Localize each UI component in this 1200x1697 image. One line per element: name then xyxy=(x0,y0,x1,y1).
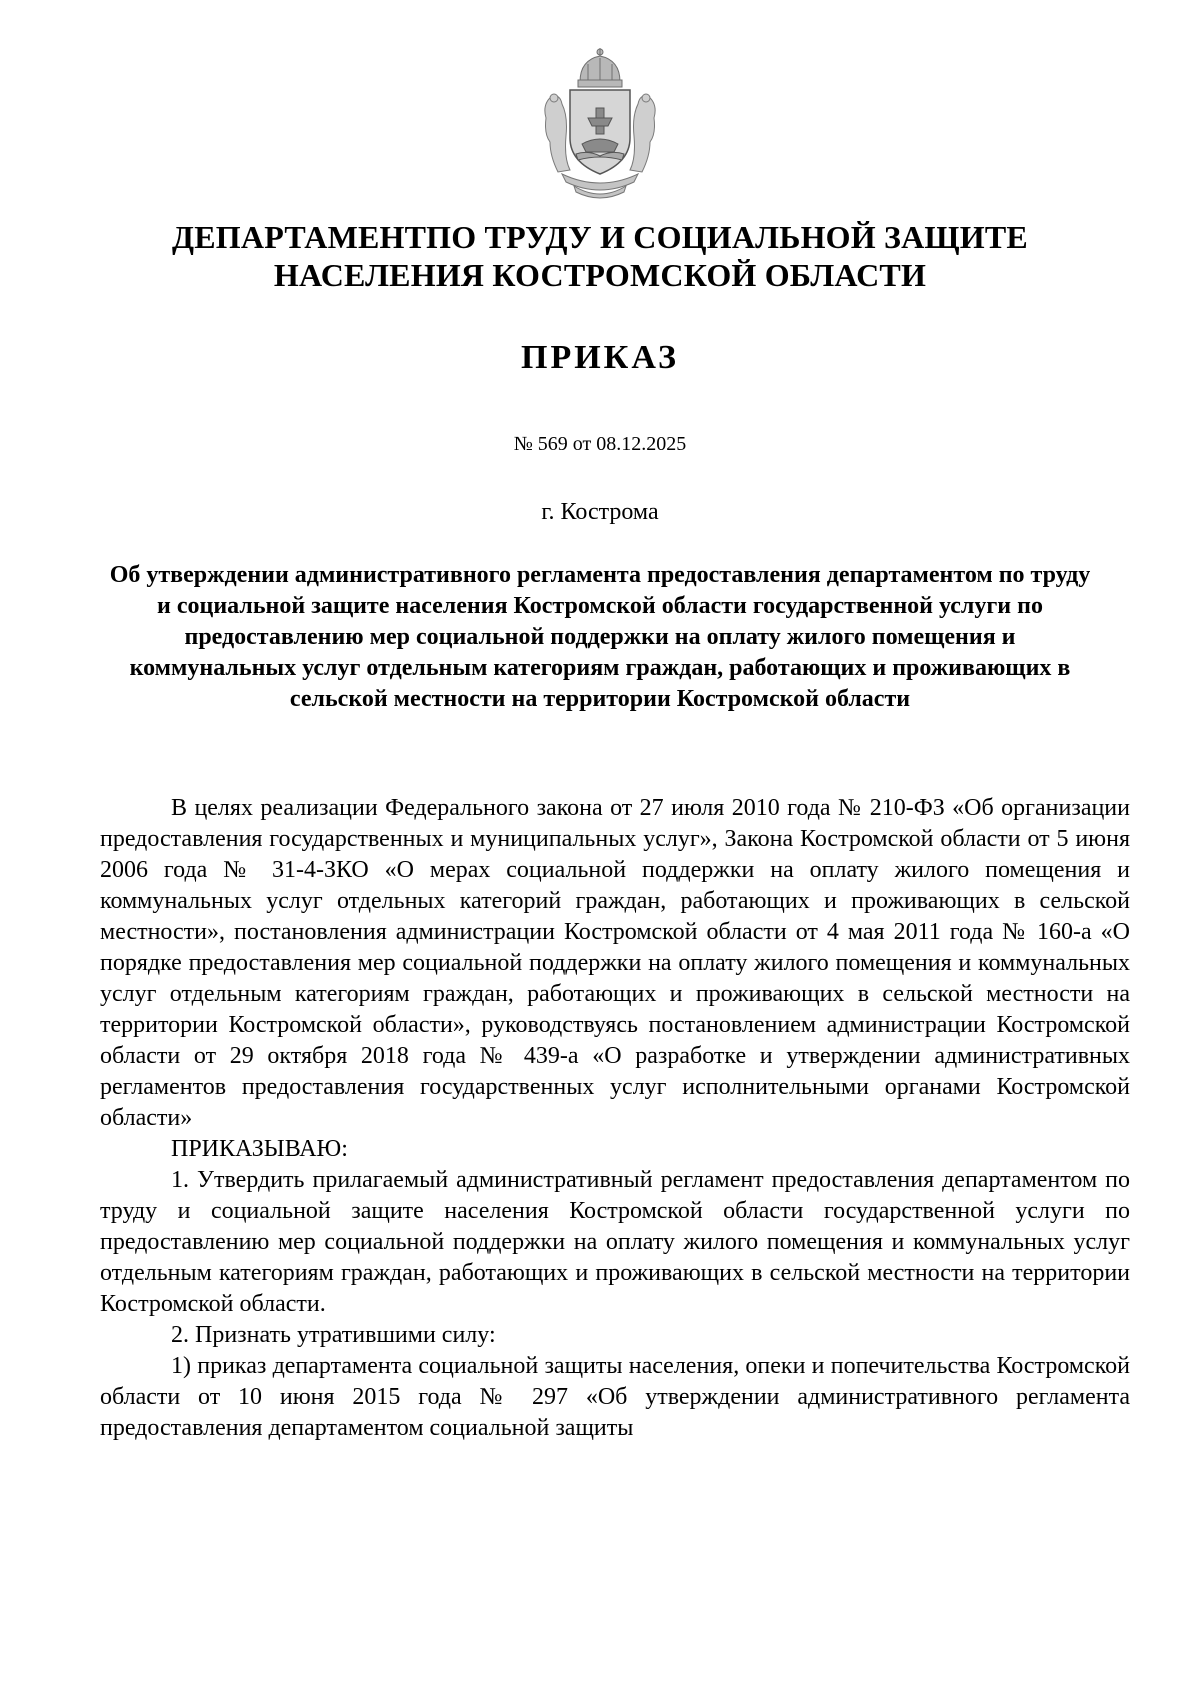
city: г. Кострома xyxy=(541,499,659,525)
order-item-1: 1. Утвердить прилагаемый административный регламент предоставления департаментом по труду и социальной защите населения Костромской области государственной услуги по предоставлению мер социальной поддержки на оплату жилого помещения и коммунальных услуг отдельным категориям граждан, работающих и проживающих в сельской местности на территории Костромской области. xyxy=(100,1167,1130,1317)
order-number-date: № 569 от 08.12.2025 xyxy=(513,433,687,455)
order-word: ПРИКАЗЫВАЮ: xyxy=(171,1136,348,1162)
order-item-2-1: 1) приказ департамента социальной защиты населения, опеки и попечительства Костромской области от 10 июня 2015 года № 297 «Об утверждении административного регламента предоставления департаментом социальной защиты xyxy=(100,1353,1130,1441)
coat-of-arms-emblem xyxy=(536,46,664,204)
department-name xyxy=(0,218,1200,294)
department-line-2: НАСЕЛЕНИЯ КОСТРОМСКОЙ ОБЛАСТИ xyxy=(273,257,927,293)
document-title: Об утверждении административного регламента предоставления департаментом по труду и социальной защите населения Костромской области государственной услуги по предоставлению мер социальной поддержки на оплату жилого помещения и коммунальных услуг отдельным категориям граждан, работающих и проживающих в сельской местности на территории Костромской области xyxy=(109,562,1091,712)
order-item-2: 2. Признать утратившими силу: xyxy=(171,1322,496,1348)
preamble-paragraph: В целях реализации Федерального закона от 27 июля 2010 года № 210-ФЗ «Об организации предоставления государственных и муниципальных услуг», Закона Костромской области от 5 июня 2006 года № 31-4-ЗКО «О мерах социальной поддержки на оплату жилого помещения и коммунальных услуг отдельных категорий граждан, работающих и проживающих в сельской местности», постановления администрации Костромской области от 4 мая 2011 года № 160-а «О порядке предоставления мер социальной поддержки на оплату жилого помещения и коммунальных услуг отдельным категориям граждан, работающих и проживающих в сельской местности на территории Костромской области», руководствуясь постановлением администрации Костромской области от 29 октября 2018 года № 439-а «О разработке и утверждении административных регламентов предоставления государственных услуг исполнительными органами Костромской области» xyxy=(100,795,1130,1131)
document-body xyxy=(100,793,1130,1444)
department-line-1: ДЕПАРТАМЕНТПО ТРУДУ И СОЦИАЛЬНОЙ ЗАЩИТЕ xyxy=(172,219,1028,255)
document-type: ПРИКАЗ xyxy=(521,339,679,376)
